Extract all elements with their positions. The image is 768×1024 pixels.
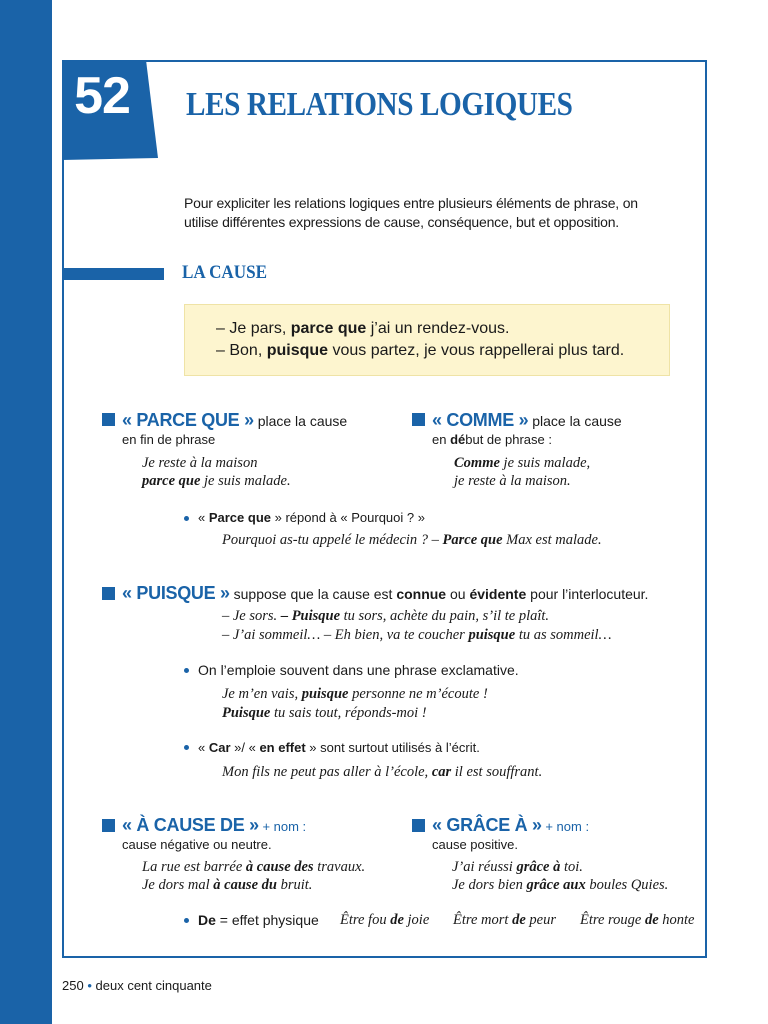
section-bar bbox=[62, 268, 164, 280]
dot-bullet-icon bbox=[184, 918, 189, 923]
note-exclamative: On l’emploie souvent dans une phrase exclamative. bbox=[198, 662, 519, 678]
subheading-comme: en début de phrase : bbox=[432, 432, 552, 447]
square-bullet-icon bbox=[412, 819, 425, 832]
example-parce-que-2: parce que je suis malade. bbox=[142, 473, 291, 489]
example-de-honte: Être rouge de honte bbox=[580, 912, 695, 928]
example-puisque-2: – J’ai sommeil… – Eh bien, va te coucher puisque tu as sommeil… bbox=[222, 627, 612, 643]
example-line-2: – Bon, puisque vous partez, je vous rappellerai plus tard. bbox=[216, 342, 625, 359]
subheading-a-cause-de: cause négative ou neutre. bbox=[122, 837, 272, 852]
note-car: « Car »/ « en effet » sont surtout utilisés à l’écrit. bbox=[198, 740, 480, 755]
heading-parce-que: « PARCE QUE » place la cause bbox=[122, 410, 348, 430]
dot-bullet-icon bbox=[184, 668, 189, 673]
page-number: 250 bbox=[62, 978, 84, 993]
square-bullet-icon bbox=[412, 413, 425, 426]
example-parce-que-1: Je reste à la maison bbox=[142, 455, 258, 471]
example-exclamative-1: Je m’en vais, puisque personne ne m’écoute ! bbox=[222, 686, 488, 702]
page-title: LES RELATIONS LOGIQUES bbox=[186, 86, 573, 123]
example-de-joie: Être fou de joie bbox=[340, 912, 430, 928]
example-puisque-1: – Je sors. – Puisque tu sors, achète du pain, s’il te plaît. bbox=[222, 608, 550, 624]
example-comme-1: Comme je suis malade, bbox=[454, 455, 591, 471]
example-pourquoi: Pourquoi as-tu appelé le médecin ? – Parce que Max est malade. bbox=[222, 532, 602, 548]
subheading-grace-a: cause positive. bbox=[432, 837, 518, 852]
example-box bbox=[184, 304, 670, 376]
example-comme-2: je reste à la maison. bbox=[454, 473, 571, 489]
left-color-band bbox=[0, 0, 52, 1024]
heading-puisque: « PUISQUE » suppose que la cause est connue ou évidente pour l’interlocuteur. bbox=[122, 583, 649, 603]
page-number-words: deux cent cinquante bbox=[95, 978, 212, 993]
example-a-cause-de-2: Je dors mal à cause du bruit. bbox=[142, 877, 313, 893]
heading-comme: « COMME » place la cause bbox=[432, 410, 622, 430]
example-grace-a-2: Je dors bien grâce aux boules Quies. bbox=[452, 877, 669, 893]
heading-a-cause-de: « À CAUSE DE » + nom : bbox=[122, 815, 307, 835]
square-bullet-icon bbox=[102, 819, 115, 832]
example-line-1: – Je pars, parce que j’ai un rendez-vous. bbox=[216, 320, 510, 337]
example-car: Mon fils ne peut pas aller à l’école, car il est souffrant. bbox=[222, 764, 543, 780]
example-exclamative-2: Puisque tu sais tout, réponds-moi ! bbox=[222, 705, 427, 721]
dot-bullet-icon bbox=[184, 516, 189, 521]
example-de-peur: Être mort de peur bbox=[453, 912, 556, 928]
dot-bullet-icon bbox=[184, 745, 189, 750]
example-a-cause-de-1: La rue est barrée à cause des travaux. bbox=[142, 859, 366, 875]
page-footer bbox=[62, 978, 212, 993]
subheading-parce-que: en fin de phrase bbox=[122, 432, 216, 447]
note-de-label: De = effet physique bbox=[198, 912, 319, 928]
note-pourquoi: « Parce que » répond à « Pourquoi ? » bbox=[198, 510, 425, 525]
square-bullet-icon bbox=[102, 587, 115, 600]
heading-grace-a: « GRÂCE À » + nom : bbox=[432, 815, 590, 835]
intro-paragraph: Pour expliciter les relations logiques entre plusieurs éléments de phrase, on utilise différentes expressions de cause, conséquence, but et opposition. bbox=[184, 195, 638, 230]
section-title: LA CAUSE bbox=[182, 262, 268, 283]
example-grace-a-1: J’ai réussi grâce à toi. bbox=[452, 859, 583, 875]
chapter-number: 52 bbox=[74, 67, 130, 125]
footer-bullet: • bbox=[87, 978, 92, 993]
square-bullet-icon bbox=[102, 413, 115, 426]
